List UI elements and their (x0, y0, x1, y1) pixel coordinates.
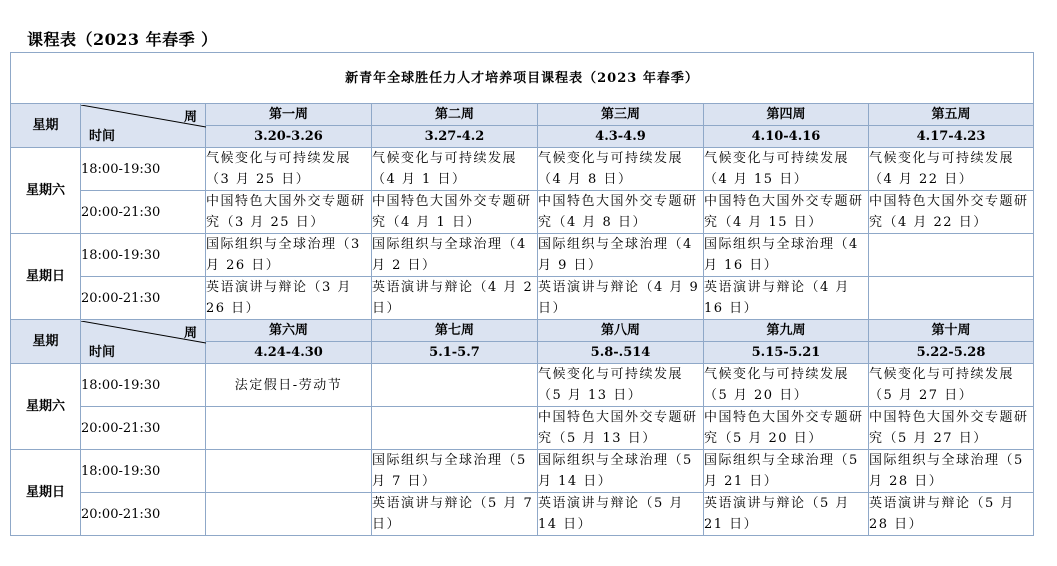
diagonal-header (81, 104, 206, 148)
course-cell: 气候变化与可持续发展（4 月 8 日） (538, 148, 704, 191)
course-cell: 国际组织与全球治理（4 月 9 日） (538, 234, 704, 277)
document-caption: 课程表（2023 年春季 ） (27, 30, 218, 49)
week-axis-label: 周 (183, 109, 197, 125)
time-slot: 18:00-19:30 (81, 148, 206, 191)
week-date-range: 4.3-4.9 (538, 126, 704, 148)
course-cell: 气候变化与可持续发展（3 月 25 日） (206, 148, 372, 191)
schedule-row (11, 277, 1034, 320)
week-header-row (11, 320, 1034, 342)
course-cell: 英语演讲与辩论（5 月 14 日） (538, 493, 704, 536)
week-name: 第一周 (206, 104, 372, 126)
time-axis-label: 时间 (89, 128, 116, 144)
week-date-range: 4.24-4.30 (206, 342, 372, 364)
course-cell: 气候变化与可持续发展（4 月 15 日） (704, 148, 869, 191)
course-cell: 中国特色大国外交专题研究（4 月 22 日） (869, 191, 1034, 234)
course-cell (372, 364, 538, 407)
week-date-range: 5.22-5.28 (869, 342, 1034, 364)
time-slot: 18:00-19:30 (81, 234, 206, 277)
course-cell: 英语演讲与辩论（4 月 2 日） (372, 277, 538, 320)
schedule-table (10, 52, 1034, 536)
course-cell: 英语演讲与辩论（4 月 16 日） (704, 277, 869, 320)
course-cell: 国际组织与全球治理（4 月 2 日） (372, 234, 538, 277)
course-cell (206, 493, 372, 536)
course-cell: 国际组织与全球治理（4 月 16 日） (704, 234, 869, 277)
week-date-range: 5.15-5.21 (704, 342, 869, 364)
time-slot: 18:00-19:30 (81, 450, 206, 493)
course-cell: 国际组织与全球治理（5 月 21 日） (704, 450, 869, 493)
schedule-row (11, 407, 1034, 450)
weekday-label: 星期日 (11, 234, 81, 320)
week-name: 第五周 (869, 104, 1034, 126)
course-cell: 英语演讲与辩论（5 月 28 日） (869, 493, 1034, 536)
time-slot: 20:00-21:30 (81, 277, 206, 320)
week-name: 第三周 (538, 104, 704, 126)
week-name: 第八周 (538, 320, 704, 342)
course-cell: 英语演讲与辩论（5 月 21 日） (704, 493, 869, 536)
course-cell: 气候变化与可持续发展（4 月 22 日） (869, 148, 1034, 191)
course-cell: 中国特色大国外交专题研究（3 月 25 日） (206, 191, 372, 234)
diagonal-header (81, 320, 206, 364)
course-cell: 气候变化与可持续发展（5 月 13 日） (538, 364, 704, 407)
schedule-row (11, 493, 1034, 536)
weekday-label: 星期六 (11, 148, 81, 234)
weekday-column-header: 星期 (11, 320, 81, 364)
time-slot: 20:00-21:30 (81, 493, 206, 536)
schedule-row (11, 450, 1034, 493)
course-cell: 中国特色大国外交专题研究（5 月 13 日） (538, 407, 704, 450)
course-cell (372, 407, 538, 450)
schedule-row (11, 234, 1034, 277)
course-cell (206, 450, 372, 493)
time-axis-label: 时间 (89, 344, 116, 360)
course-cell: 中国特色大国外交专题研究（5 月 20 日） (704, 407, 869, 450)
week-name: 第九周 (704, 320, 869, 342)
course-cell: 气候变化与可持续发展（5 月 20 日） (704, 364, 869, 407)
weekday-column-header: 星期 (11, 104, 81, 148)
schedule-title: 新青年全球胜任力人才培养项目课程表（2023 年春季） (11, 53, 1034, 104)
course-cell: 英语演讲与辩论（3 月 26 日） (206, 277, 372, 320)
course-cell: 中国特色大国外交专题研究（4 月 15 日） (704, 191, 869, 234)
course-cell: 国际组织与全球治理（3 月 26 日） (206, 234, 372, 277)
week-date-range: 3.27-4.2 (372, 126, 538, 148)
week-date-range: 5.8-.514 (538, 342, 704, 364)
week-name: 第七周 (372, 320, 538, 342)
course-cell: 气候变化与可持续发展（5 月 27 日） (869, 364, 1034, 407)
course-cell: 英语演讲与辩论（5 月 7 日） (372, 493, 538, 536)
course-cell: 法定假日-劳动节 (206, 364, 372, 407)
course-cell (206, 407, 372, 450)
weekday-label: 星期日 (11, 450, 81, 536)
course-cell: 国际组织与全球治理（5 月 28 日） (869, 450, 1034, 493)
course-cell: 中国特色大国外交专题研究（4 月 8 日） (538, 191, 704, 234)
week-name: 第六周 (206, 320, 372, 342)
course-cell (869, 277, 1034, 320)
course-cell: 气候变化与可持续发展（4 月 1 日） (372, 148, 538, 191)
course-cell (869, 234, 1034, 277)
schedule-row (11, 364, 1034, 407)
week-date-range: 4.10-4.16 (704, 126, 869, 148)
week-header-row (11, 104, 1034, 126)
week-date-range: 4.17-4.23 (869, 126, 1034, 148)
course-cell: 英语演讲与辩论（4 月 9 日） (538, 277, 704, 320)
week-name: 第四周 (704, 104, 869, 126)
week-date-range: 3.20-3.26 (206, 126, 372, 148)
course-cell: 中国特色大国外交专题研究（4 月 1 日） (372, 191, 538, 234)
week-name: 第十周 (869, 320, 1034, 342)
course-cell: 中国特色大国外交专题研究（5 月 27 日） (869, 407, 1034, 450)
time-slot: 20:00-21:30 (81, 191, 206, 234)
course-cell: 国际组织与全球治理（5 月 14 日） (538, 450, 704, 493)
week-name: 第二周 (372, 104, 538, 126)
schedule-row (11, 148, 1034, 191)
time-slot: 18:00-19:30 (81, 364, 206, 407)
week-axis-label: 周 (183, 325, 197, 341)
weekday-label: 星期六 (11, 364, 81, 450)
schedule-row (11, 191, 1034, 234)
course-cell: 国际组织与全球治理（5 月 7 日） (372, 450, 538, 493)
week-date-range: 5.1-5.7 (372, 342, 538, 364)
time-slot: 20:00-21:30 (81, 407, 206, 450)
